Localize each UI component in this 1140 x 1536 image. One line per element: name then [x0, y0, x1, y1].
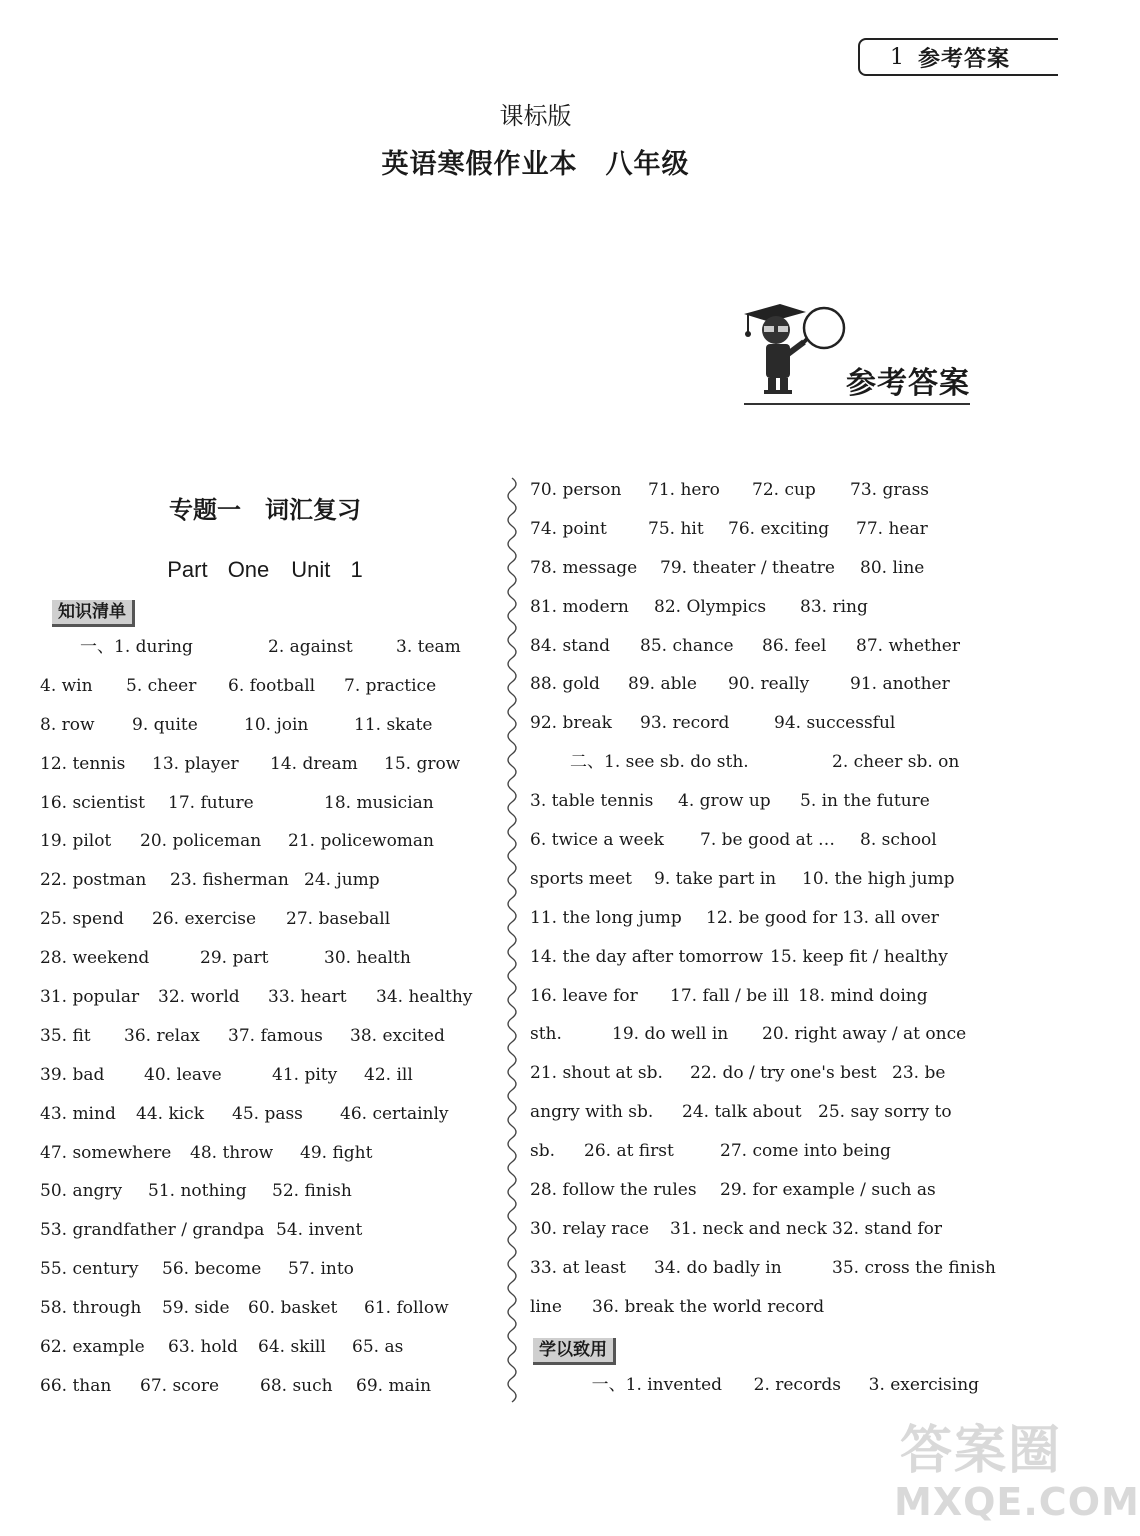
answer-item: 15. grow: [384, 753, 461, 774]
answer-item: 17. future: [168, 792, 254, 813]
answer-item: 10. the high jump: [802, 868, 955, 889]
answer-item: 49. fight: [300, 1142, 373, 1163]
answer-item: sports meet: [530, 868, 632, 889]
answer-item: 52. finish: [272, 1181, 352, 1202]
answer-item: 14. the day after tomorrow: [530, 946, 764, 967]
answer-row: [530, 1171, 975, 1210]
answer-item: 12. tennis: [40, 753, 126, 774]
answer-item: 15. keep fit / healthy: [770, 946, 948, 967]
answer-row: [530, 1093, 975, 1132]
answer-item: 71. hero: [648, 480, 720, 500]
column-divider: [500, 478, 524, 1400]
answer-item: 10. join: [244, 714, 309, 735]
answer-item: 51. nothing: [148, 1181, 247, 1202]
answer-item: 22. do / try one's best: [690, 1063, 877, 1084]
answer-row: [40, 1367, 490, 1406]
answer-item: 36. break the world record: [592, 1296, 825, 1317]
answer-item: 72. cup: [752, 480, 816, 500]
answer-item: 二、1. see sb. do sth.: [570, 752, 749, 773]
answer-item: 16. scientist: [40, 792, 145, 813]
answer-row: [530, 1249, 996, 1288]
answer-row: [40, 1056, 490, 1095]
answer-row: [40, 784, 490, 823]
answer-item: 31. neck and neck: [670, 1218, 827, 1239]
answer-item: 46. certainly: [340, 1103, 449, 1124]
answer-item: 39. bad: [40, 1064, 105, 1085]
answer-row: [40, 628, 490, 667]
answer-row: [530, 899, 975, 938]
answer-row: [40, 745, 490, 784]
answer-row: [530, 1288, 975, 1327]
answer-item: 75. hit: [648, 518, 704, 539]
answer-item: 86. feel: [762, 635, 827, 656]
answer-item: 57. into: [288, 1259, 354, 1280]
page-header-tab: [858, 38, 1058, 76]
answer-row: [530, 1015, 975, 1054]
answer-item: 35. cross the finish: [832, 1257, 996, 1278]
answer-item: 27. come into being: [720, 1141, 891, 1162]
answer-item: 93. record: [640, 713, 730, 734]
answer-item: 73. grass: [850, 480, 930, 500]
answer-row: [530, 1054, 975, 1093]
answer-item: 38. excited: [350, 1025, 445, 1046]
answer-item: 59. side: [162, 1298, 230, 1319]
answer-row: [530, 860, 975, 899]
watermark: [880, 1408, 1140, 1536]
edition-label: 课标版: [499, 102, 572, 130]
answer-item: 3. table tennis: [530, 791, 654, 812]
answer-item: 9. quite: [132, 714, 198, 735]
answer-item: 19. pilot: [40, 831, 112, 852]
answer-item: 74. point: [530, 518, 607, 539]
answer-item: 25. say sorry to: [818, 1102, 952, 1123]
answer-row: [530, 549, 975, 588]
answer-item: 81. modern: [530, 596, 629, 617]
answer-item: 5. cheer: [126, 675, 197, 696]
answer-item: 28. follow the rules: [530, 1180, 697, 1201]
answer-row: [530, 665, 975, 704]
answer-row: [530, 977, 975, 1016]
answer-item: 67. score: [140, 1375, 220, 1396]
answer-item: 一、1. invented: [591, 1374, 723, 1395]
tag-apply: 学以致用: [533, 1338, 616, 1365]
answer-item: 88. gold: [530, 674, 600, 695]
answer-item: 55. century: [40, 1259, 139, 1280]
answer-item: 28. weekend: [40, 948, 150, 969]
answer-item: 17. fall / be ill: [670, 985, 789, 1006]
answer-item: 78. message: [530, 557, 638, 578]
answer-item: 6. football: [228, 675, 316, 696]
answer-item: 33. heart: [268, 987, 347, 1008]
answer-item: 26. at first: [584, 1141, 674, 1162]
answer-item: 2. cheer sb. on: [832, 752, 960, 773]
answer-row: [530, 1132, 975, 1171]
answer-item: 21. policewoman: [288, 831, 435, 852]
answer-item: 34. do badly in: [654, 1257, 782, 1278]
answer-item: 8. school: [860, 830, 937, 851]
answer-item: 7. practice: [344, 675, 437, 696]
answer-item: 11. the long jump: [530, 907, 682, 928]
answer-item: 37. famous: [228, 1025, 323, 1046]
answer-row: [40, 822, 490, 861]
answer-row: [530, 743, 975, 782]
answer-item: angry with sb.: [530, 1102, 654, 1123]
answer-item: 18. musician: [324, 792, 434, 813]
answer-item: line: [530, 1296, 562, 1317]
answer-item: 20. policeman: [140, 831, 262, 852]
answer-row: [530, 588, 975, 627]
answer-item: 85. chance: [640, 635, 734, 656]
answer-item: 61. follow: [364, 1298, 449, 1319]
answer-item: 42. ill: [364, 1064, 413, 1085]
answer-item: 21. shout at sb.: [530, 1063, 663, 1084]
answer-item: 29. part: [200, 948, 269, 969]
answer-column-right: [530, 471, 996, 1395]
answer-item: 4. grow up: [678, 791, 771, 812]
logo-underline: [744, 403, 970, 405]
answer-row: [40, 939, 490, 978]
answer-item: 一、1. during: [80, 637, 193, 657]
answer-row: [530, 821, 975, 860]
answer-row: [530, 938, 975, 977]
answer-item: 31. popular: [40, 987, 140, 1008]
answer-item: 32. world: [158, 987, 240, 1008]
answer-item: 22. postman: [40, 870, 147, 891]
answer-item: 47. somewhere: [40, 1142, 172, 1163]
answer-item: 58. through: [40, 1298, 142, 1319]
answer-row: [530, 627, 975, 666]
section-title: 专题一 词汇复习: [169, 496, 361, 524]
answer-item: 82. Olympics: [654, 596, 767, 617]
answer-row: [530, 471, 975, 510]
answer-row: [40, 706, 490, 745]
answer-item: 6. twice a week: [530, 830, 664, 851]
answer-item: 90. really: [728, 674, 810, 695]
answer-row: [530, 510, 975, 549]
answer-item: 65. as: [352, 1337, 404, 1358]
answer-row: [40, 1134, 490, 1173]
answer-item: sth.: [530, 1024, 562, 1045]
answer-row: [40, 861, 490, 900]
answer-item: 13. all over: [842, 907, 939, 928]
watermark-en: MXQE.COM: [894, 1480, 1140, 1524]
answer-item: 5. in the future: [800, 791, 930, 812]
answer-item: 29. for example / such as: [720, 1180, 936, 1201]
page-header-label: 参考答案: [918, 46, 1011, 72]
answer-row: [40, 1172, 490, 1211]
answer-item: 23. be: [892, 1063, 946, 1084]
answer-item: 56. become: [162, 1259, 262, 1280]
answer-item: 53. grandfather / grandpa: [40, 1220, 265, 1241]
answer-row: [40, 1211, 490, 1250]
answer-item: 79. theater / theatre: [660, 557, 835, 578]
answer-item: 68. such: [260, 1375, 333, 1396]
answer-item: 23. fisherman: [170, 870, 289, 891]
answer-item: 62. example: [40, 1337, 145, 1358]
answer-row: [530, 704, 975, 743]
watermark-cn: 答案圈: [900, 1421, 1063, 1481]
answer-item: 36. relax: [124, 1025, 200, 1046]
answer-item: 3. exercising: [868, 1374, 980, 1395]
answer-item: 8. row: [40, 714, 95, 735]
answer-item: 32. stand for: [832, 1218, 943, 1239]
answer-item: 44. kick: [136, 1103, 204, 1124]
answer-row: [40, 1017, 490, 1056]
answer-item: 35. fit: [40, 1025, 91, 1046]
answer-row: [530, 782, 975, 821]
answer-item: 7. be good at …: [700, 830, 835, 851]
answer-item: 27. baseball: [286, 909, 391, 930]
answer-item: 16. leave for: [530, 985, 638, 1006]
answer-row: [40, 1250, 490, 1289]
answer-row: [40, 1095, 490, 1134]
answer-item: 14. dream: [270, 753, 358, 774]
answer-item: 94. successful: [774, 713, 896, 734]
answer-item: 4. win: [40, 675, 93, 696]
answer-item: 89. able: [628, 674, 697, 695]
answer-item: 80. line: [860, 557, 925, 578]
answer-row: [40, 978, 490, 1017]
answer-item: 77. hear: [856, 518, 928, 539]
answer-item: 50. angry: [40, 1181, 123, 1202]
answer-item: 91. another: [850, 674, 950, 695]
answer-row: [40, 1289, 490, 1328]
answer-item: 41. pity: [272, 1064, 338, 1085]
answer-item: 20. right away / at once: [762, 1024, 967, 1045]
answer-row: [530, 1327, 980, 1395]
answer-item: 12. be good for: [706, 907, 838, 928]
page-number: 1: [890, 44, 904, 70]
answer-item: 63. hold: [168, 1337, 238, 1358]
answer-item: 70. person: [530, 480, 622, 500]
answer-row: [530, 1210, 975, 1249]
answer-item: sb.: [530, 1141, 556, 1162]
answer-item: 54. invent: [276, 1220, 363, 1241]
answer-item: 48. throw: [190, 1142, 274, 1163]
answer-item: 87. whether: [856, 635, 960, 656]
answer-item: 69. main: [356, 1375, 432, 1396]
answer-item: 43. mind: [40, 1103, 116, 1124]
answer-item: 19. do well in: [612, 1024, 729, 1045]
answer-item: 33. at least: [530, 1257, 626, 1278]
answer-item: 13. player: [152, 753, 239, 774]
answer-item: 2. records: [753, 1374, 841, 1395]
answer-row: [40, 1328, 490, 1367]
answer-item: 40. leave: [144, 1064, 222, 1085]
answer-item: 24. talk about: [682, 1102, 802, 1123]
answer-item: 66. than: [40, 1375, 112, 1396]
book-title: 英语寒假作业本 八年级: [381, 149, 690, 180]
answer-item: 76. exciting: [728, 518, 830, 539]
answer-column-left: [40, 628, 490, 1406]
answer-item: 83. ring: [800, 596, 868, 617]
answer-item: 30. health: [324, 948, 411, 969]
answer-item: 84. stand: [530, 635, 610, 656]
answer-item: 60. basket: [248, 1298, 338, 1319]
answer-item: 2. against: [268, 637, 353, 657]
answer-item: 9. take part in: [654, 868, 777, 889]
answer-row: [40, 900, 490, 939]
answers-logo-text: 参考答案: [846, 366, 970, 401]
answer-item: 25. spend: [40, 909, 124, 930]
answer-item: 30. relay race: [530, 1218, 650, 1239]
answer-row: [40, 667, 490, 706]
answer-item: 11. skate: [354, 714, 433, 735]
answer-item: 24. jump: [304, 870, 380, 891]
answer-item: 3. team: [396, 637, 461, 657]
part-title: Part One Unit 1: [167, 557, 363, 582]
answer-item: 45. pass: [232, 1103, 303, 1124]
tag-knowledge-list: 知识清单: [52, 600, 135, 627]
answer-item: 92. break: [530, 713, 612, 734]
answer-item: 34. healthy: [376, 987, 473, 1008]
answer-item: 64. skill: [258, 1337, 326, 1358]
answer-item: 18. mind doing: [798, 985, 928, 1006]
answer-item: 26. exercise: [152, 909, 257, 930]
